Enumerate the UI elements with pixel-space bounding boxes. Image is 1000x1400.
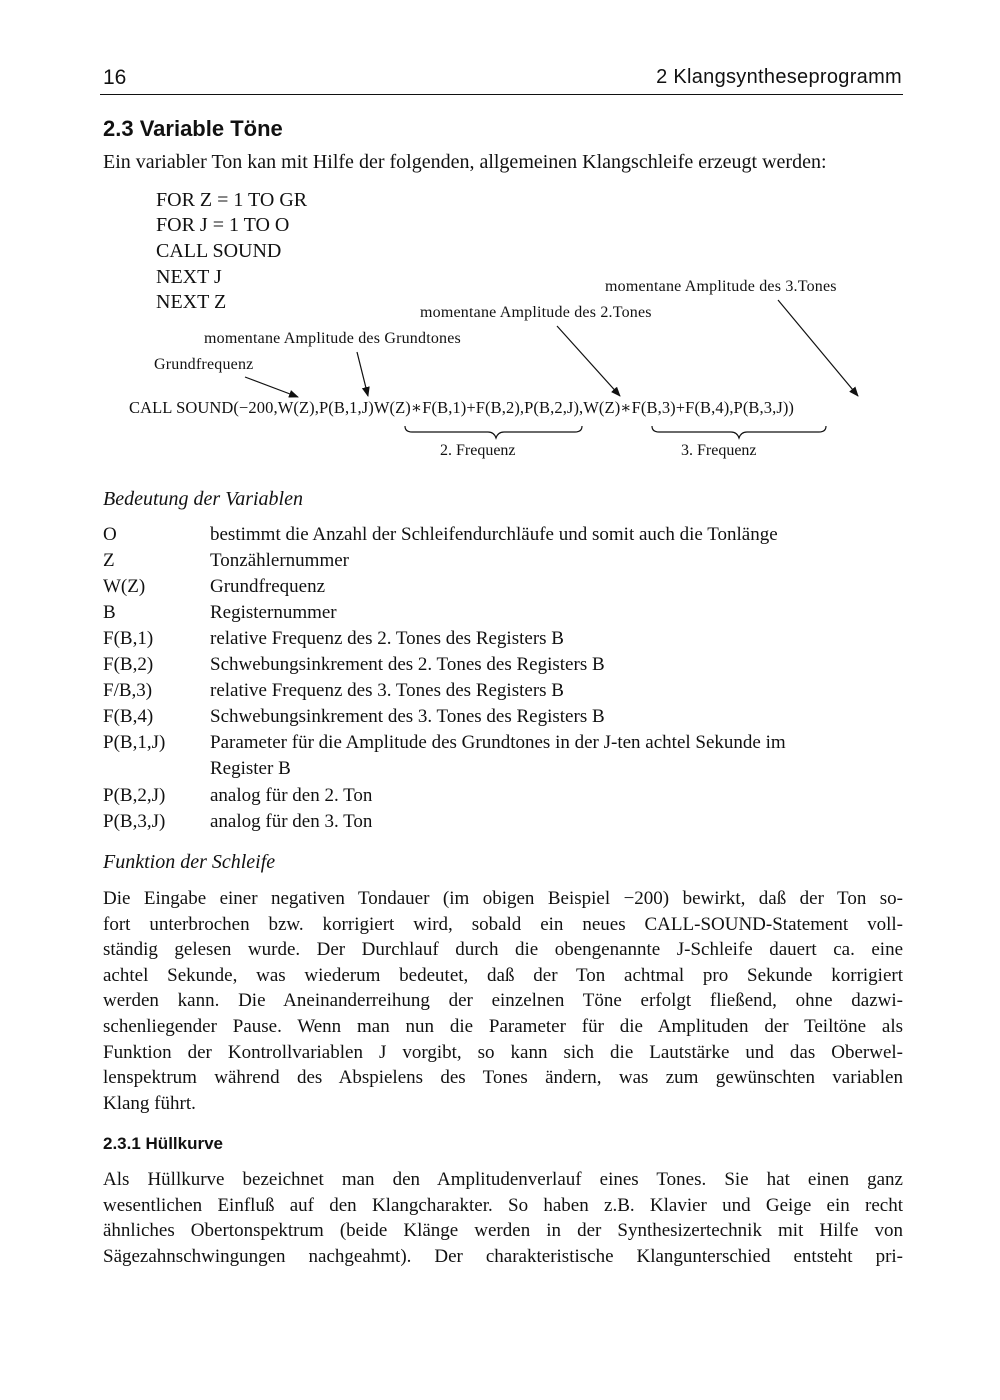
arrow-grundfrequenz [245,377,298,397]
code-line: FOR J = 1 TO O [156,214,290,236]
variable-term: F/B,3) [103,680,153,701]
paragraph-line: achtel Sekunde, was wiederum bedeutet, daß der Ton achtmal pro Sekunde korrigiert [103,964,903,986]
variable-description: relative Frequenz des 2. Tones des Registers B [210,628,564,649]
call-sound-statement: CALL SOUND(−200,W(Z),P(B,1,J)W(Z)∗F(B,1)+F(B,2),P(B,2,J),W(Z)∗F(B,3)+F(B,4),P(B,3,J)) [129,398,795,417]
envelope-paragraph [103,1167,903,1269]
label-frequency-2: 2. Frequenz [440,442,516,459]
variable-description: Parameter für die Amplitude des Grundtones in der J-ten achtel Sekunde im [210,732,786,753]
variable-description: bestimmt die Anzahl der Schleifendurchläufe und somit auch die Tonlänge [210,524,778,545]
variables-heading: Bedeutung der Variablen [103,488,303,510]
section-title: 2.3 Variable Töne [103,116,283,141]
paragraph-line: Sägezahnschwingungen nachgeahmt). Der charakteristische Klangunterschied entsteht pri- [103,1245,903,1267]
paragraph-line: werden kann. Die Aneinanderreihung der einzelnen Töne erfolgt fließend, ohne dazwi- [103,990,903,1012]
variable-term: P(B,3,J) [103,811,166,832]
variable-term: F(B,2) [103,654,154,675]
variable-description: Tonzählernummer [210,550,350,571]
paragraph-line: ähnliches Obertonspektrum (beide Klänge werden in der Synthesizertechnik mit Hilfe von [103,1220,903,1242]
code-line: NEXT Z [156,291,227,313]
variable-term: B [103,602,116,623]
arrow-amplitude-3 [778,300,858,396]
function-heading: Funktion der Schleife [103,851,276,873]
paragraph-line: lenspektrum während des Abspielens des Tones ändern, was zum gewünschten variablen [103,1067,903,1089]
page-number: 16 [103,66,127,89]
paragraph-line: Klang führt. [103,1092,196,1114]
subsection-title: 2.3.1 Hüllkurve [103,1134,224,1153]
function-paragraph [103,886,903,1116]
note-grundfrequenz: Grundfrequenz [154,356,254,373]
paragraph-line: wesentlichen Einfluß auf den Klangcharakter. So haben z.B. Klavier und Geige ein recht [103,1194,903,1216]
note-amplitude-1: momentane Amplitude des Grundtones [204,330,461,347]
variable-term: W(Z) [103,576,146,597]
code-line: NEXT J [156,266,222,288]
brace-frequency-3 [652,426,826,438]
variable-description: Register B [210,758,291,779]
code-line: FOR Z = 1 TO GR [156,189,308,211]
variable-description: Schwebungsinkrement des 3. Tones des Registers B [210,706,605,727]
variable-description: Registernummer [210,602,337,623]
variable-term: F(B,4) [103,706,154,727]
variable-term: O [103,524,117,545]
variable-term: P(B,2,J) [103,785,166,806]
paragraph-line: ständig gelesen wurde. Der Durchlauf durch die obengenannte J-Schleife dauert ca. eine [103,939,903,961]
variable-description: Schwebungsinkrement des 2. Tones des Registers B [210,654,605,675]
variable-term: Z [103,550,115,571]
variable-term: P(B,1,J) [103,732,166,753]
paragraph-line: Funktion der Kontrollvariablen J vorgibt, so kann sich die Lautstärke und das Oberwel- [103,1041,903,1063]
variable-description: relative Frequenz des 3. Tones des Registers B [210,680,564,701]
paragraph-line: Die Eingabe einer negativen Tondauer (im obigen Beispiel −200) bewirkt, daß der Ton so- [103,888,903,909]
intro-paragraph: Ein variabler Ton kan mit Hilfe der folgenden, allgemeinen Klangschleife erzeugt werden: [103,151,827,173]
arrow-amplitude-2 [557,326,620,396]
note-amplitude-2: momentane Amplitude des 2.Tones [420,304,652,321]
brace-frequency-2 [405,426,582,438]
paragraph-line: schenliegender Pause. Wenn man nun die Parameter für die Amplituden der Teiltöne als [103,1015,903,1037]
variable-description: analog für den 2. Ton [210,785,373,806]
code-line: CALL SOUND [156,240,282,262]
paragraph-line: Als Hüllkurve bezeichnet man den Amplitudenverlauf eines Tones. Sie hat einen ganz [103,1169,903,1190]
note-amplitude-3: momentane Amplitude des 3.Tones [605,278,837,295]
label-frequency-3: 3. Frequenz [681,442,757,459]
paragraph-line: fort unterbrochen bzw. korrigiert wird, sobald ein neues CALL-SOUND-Statement voll- [103,913,903,935]
chapter-title: 2 Klangsyntheseprogramm [656,66,902,88]
variable-description: Grundfrequenz [210,576,326,597]
variable-term: F(B,1) [103,628,154,649]
variable-description: analog für den 3. Ton [210,811,373,832]
arrow-amplitude-1 [357,352,368,396]
